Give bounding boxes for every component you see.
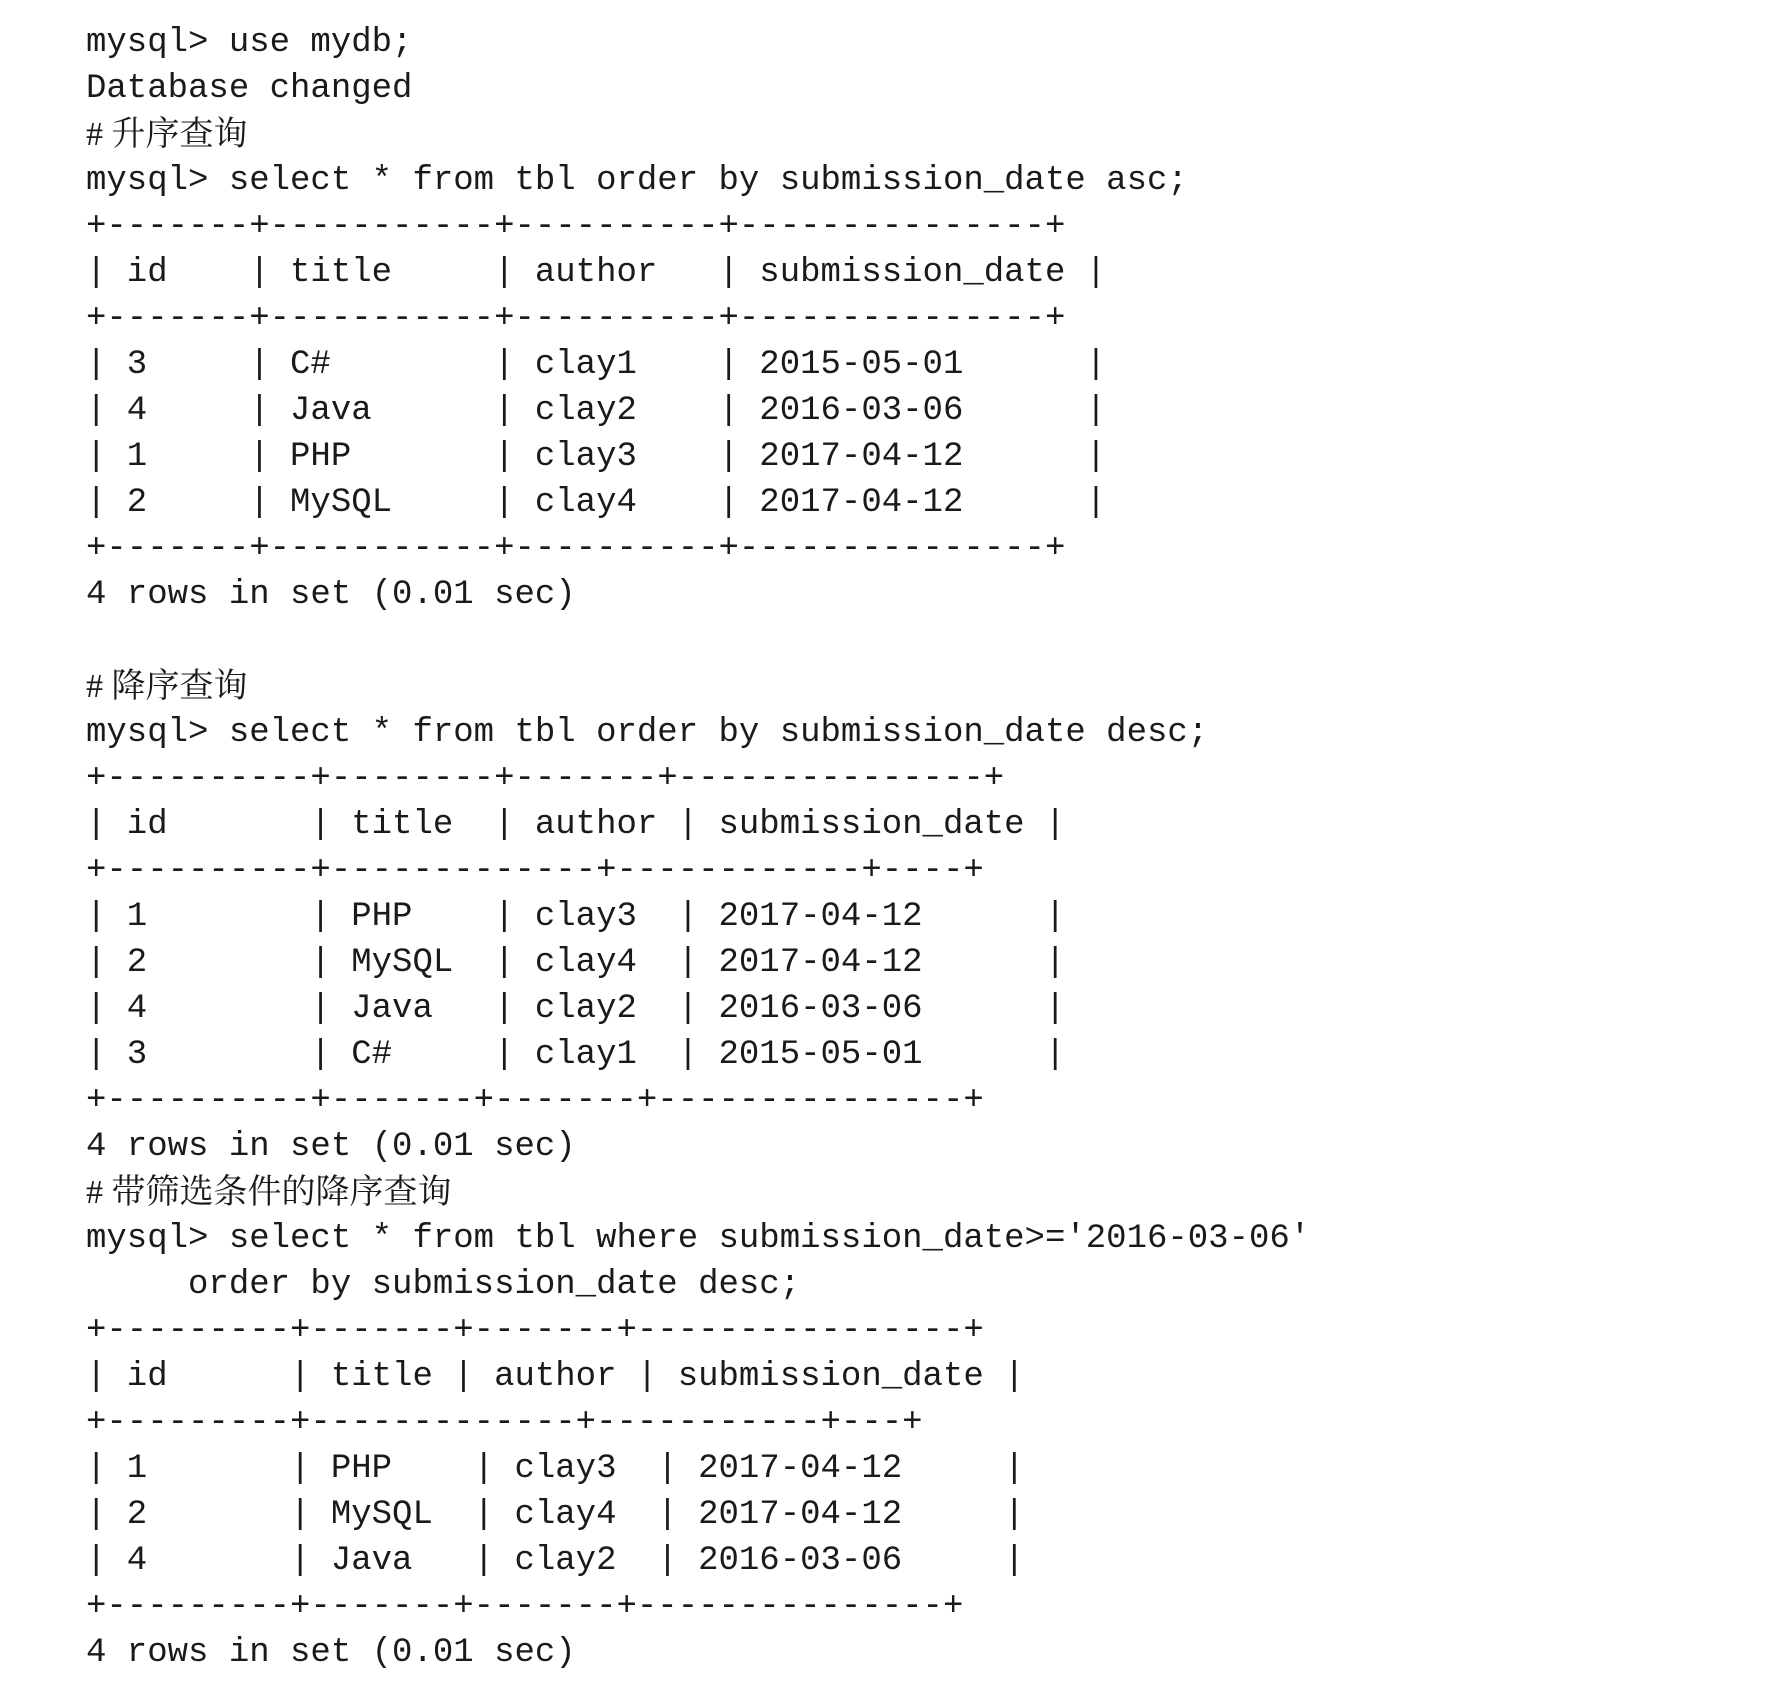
terminal-line-command: mysql> use mydb; [86,24,413,62]
terminal-line-row: | 3 | C# | clay1 | 2015-05-01 | [86,1036,1066,1074]
terminal-line-row: | 3 | C# | clay1 | 2015-05-01 | [86,346,1107,384]
terminal-line-row: | 1 | PHP | clay3 | 2017-04-12 | [86,1450,1025,1488]
terminal-line-row: | 2 | MySQL | clay4 | 2017-04-12 | [86,484,1107,522]
terminal-line-border: +-------+-----------+----------+---------------+ [86,208,1066,246]
terminal-line-row: | 1 | PHP | clay3 | 2017-04-12 | [86,898,1066,936]
terminal-line-row: | 2 | MySQL | clay4 | 2017-04-12 | [86,1496,1025,1534]
terminal-line-comment: # 降序查询 [86,668,248,705]
terminal-line-border: +-------+-----------+----------+---------------+ [86,530,1066,568]
terminal-line-border: +---------+-------+-------+----------------+ [86,1312,984,1350]
terminal-line-row: | 4 | Java | clay2 | 2016-03-06 | [86,990,1066,1028]
terminal-line-output: 4 rows in set (0.01 sec) [86,1634,576,1672]
terminal-line-command: mysql> select * from tbl where submission_date>='2016-03-06' [86,1220,1311,1258]
terminal-line-row: | 4 | Java | clay2 | 2016-03-06 | [86,392,1107,430]
terminal-line-header: | id | title | author | submission_date | [86,254,1107,292]
terminal-line-command: mysql> select * from tbl order by submission_date desc; [86,714,1209,752]
terminal-line-border: +-------+-----------+----------+---------------+ [86,300,1066,338]
terminal-output [86,20,1746,1676]
terminal-line-blank [86,618,1746,664]
terminal-line-command: order by submission_date desc; [86,1266,801,1304]
terminal-line-border: +----------+-------------+------------+----+ [86,852,984,890]
terminal-line-command: mysql> select * from tbl order by submission_date asc; [86,162,1188,200]
terminal-line-comment: # 升序查询 [86,116,248,153]
terminal-line-header: | id | title | author | submission_date | [86,1358,1025,1396]
terminal-line-border: +----------+--------+-------+---------------+ [86,760,1005,798]
terminal-line-row: | 4 | Java | clay2 | 2016-03-06 | [86,1542,1025,1580]
terminal-line-row: | 2 | MySQL | clay4 | 2017-04-12 | [86,944,1066,982]
terminal-line-border: +----------+-------+-------+---------------+ [86,1082,984,1120]
terminal-line-output: 4 rows in set (0.01 sec) [86,576,576,614]
terminal-line-border: +---------+-------------+-----------+---+ [86,1404,923,1442]
terminal-line-output: Database changed [86,70,413,108]
terminal-line-comment: # 带筛选条件的降序查询 [86,1174,452,1211]
terminal-line-header: | id | title | author | submission_date | [86,806,1066,844]
terminal-line-row: | 1 | PHP | clay3 | 2017-04-12 | [86,438,1107,476]
terminal-line-border: +---------+-------+-------+---------------+ [86,1588,964,1626]
terminal-line-output: 4 rows in set (0.01 sec) [86,1128,576,1166]
